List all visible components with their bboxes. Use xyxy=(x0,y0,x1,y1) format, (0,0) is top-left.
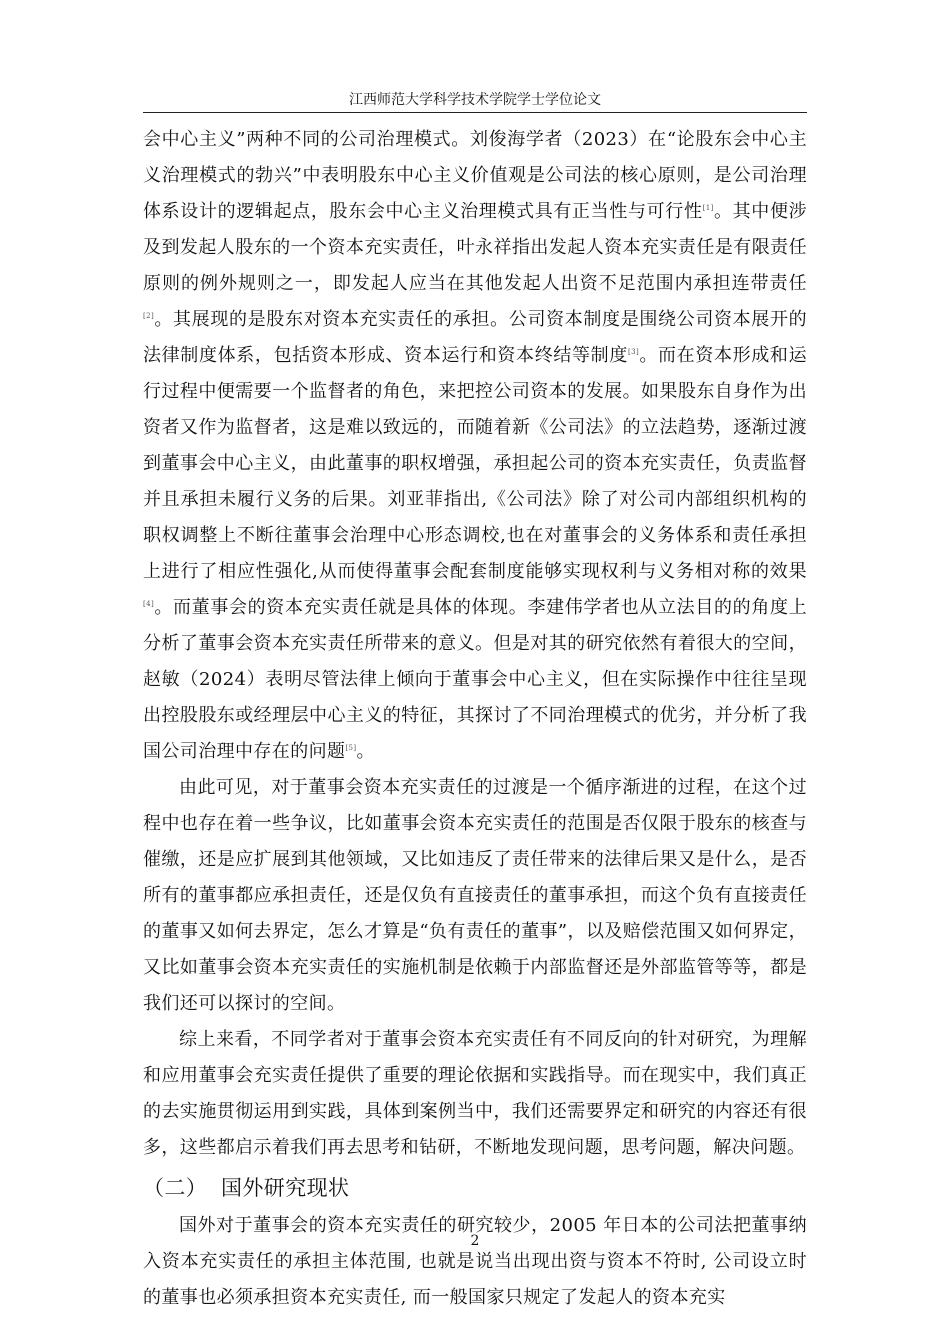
paragraph-1-text-b: 。其中便涉及到发起人股东的一个资本充实责任，叶永祥指出发起人资本充实责任是有限责任原则的例外规则之一，即发起人应当在其他发起人出资不足范围内承担连带责任 xyxy=(143,201,808,294)
section-title: 国外研究现状 xyxy=(221,1176,350,1200)
paragraph-4: 国外对于董事会的资本充实责任的研究较少，2005 年日本的公司法把董事纳入资本充实责任的承担主体范围, 也就是说当出现出资与资本不符时, 公司设立时的董事也必须承担资本充实责任, 而一般国家只规定了发起人的资本充实 xyxy=(143,1215,807,1308)
citation-1: [1] xyxy=(702,204,714,212)
page-number: 2 xyxy=(470,1233,480,1249)
section-heading xyxy=(143,1170,807,1206)
paragraph-3: 综上来看，不同学者对于董事会资本充实责任有不同反向的针对研究，为理解和应用董事会充实责任提供了重要的理论依据和实践指导。而在现实中，我们真正的去实施贯彻运用到实践，具体到案例当中，我们还需要界定和研究的内容还有很多，这些都启示着我们再去思考和钻研，不断地发现问题，思考问题，解决问题。 xyxy=(143,1029,807,1158)
citation-5: [5] xyxy=(345,744,357,752)
citation-4: [4] xyxy=(143,600,155,608)
paragraph-1-text-e: 。而董事会的资本充实责任就是具体的体现。李建伟学者也从立法目的的角度上分析了董事会资本充实责任所带来的意义。但是对其的研究依然有着很大的空间，赵敏（2024）表明尽管法律上倾向于董事会中心主义，但在实际操作中往往呈现出控股股东或经理层中心主义的特征，其探讨了不同治理模式的优劣，并分析了我国公司治理中存在的问题 xyxy=(143,597,807,762)
paragraph-1 xyxy=(143,122,807,770)
body-text xyxy=(143,122,807,1316)
section-number: （二） xyxy=(143,1176,208,1200)
paragraph-1-text-c: 。其展现的是股东对资本充实责任的承担。公司资本制度是围绕公司资本展开的法律制度体系，包括资本形成、资本运行和资本终结等制度 xyxy=(143,309,807,366)
citation-2: [2] xyxy=(143,312,155,320)
running-header: 江西师范大学科学技术学院学士学位论文 xyxy=(143,90,807,113)
citation-3: [3] xyxy=(627,348,640,356)
paragraph-2: 由此可见，对于董事会资本充实责任的过渡是一个循序渐进的过程，在这个过程中也存在着一些争议，比如董事会资本充实责任的范围是否仅限于股东的核查与催缴，还是应扩展到其他领域，又比如违反了责任带来的法律后果又是什么，是否所有的董事都应承担责任，还是仅负有直接责任的董事承担，而这个负有直接责任的董事又如何去界定，怎么才算是“负有责任的董事”，以及赔偿范围又如何界定，又比如董事会资本充实责任的实施机制是依赖于内部监督还是外部监管等等，都是我们还可以探讨的空间。 xyxy=(143,777,807,1014)
paragraph-1-text-a: 会中心主义”两种不同的公司治理模式。刘俊海学者（2023）在“论股东会中心主义治理模式的勃兴”中表明股东中心主义价值观是公司法的核心原则，是公司治理体系设计的逻辑起点，股东会中心主义治理模式具有正当性与可行性 xyxy=(143,129,807,222)
paragraph-1-text-d: 。而在资本形成和运行过程中便需要一个监督者的角色，来把控公司资本的发展。如果股东自身作为出资者又作为监督者，这是难以致远的，而随着新《公司法》的立法趋势，逐渐过渡到董事会中心主义，由此董事的职权增强，承担起公司的资本充实责任，负责监督并且承担未履行义务的后果。刘亚菲指出,《公司法》除了对公司内部组织机构的职权调整上不断往董事会治理中心形态调校,也在对董事会的义务体系和责任承担上进行了相应性强化,从而使得董事会配套制度能够实现权利与义务相对称的效果 xyxy=(143,345,807,582)
paragraph-1-text-f: 。 xyxy=(356,741,375,762)
